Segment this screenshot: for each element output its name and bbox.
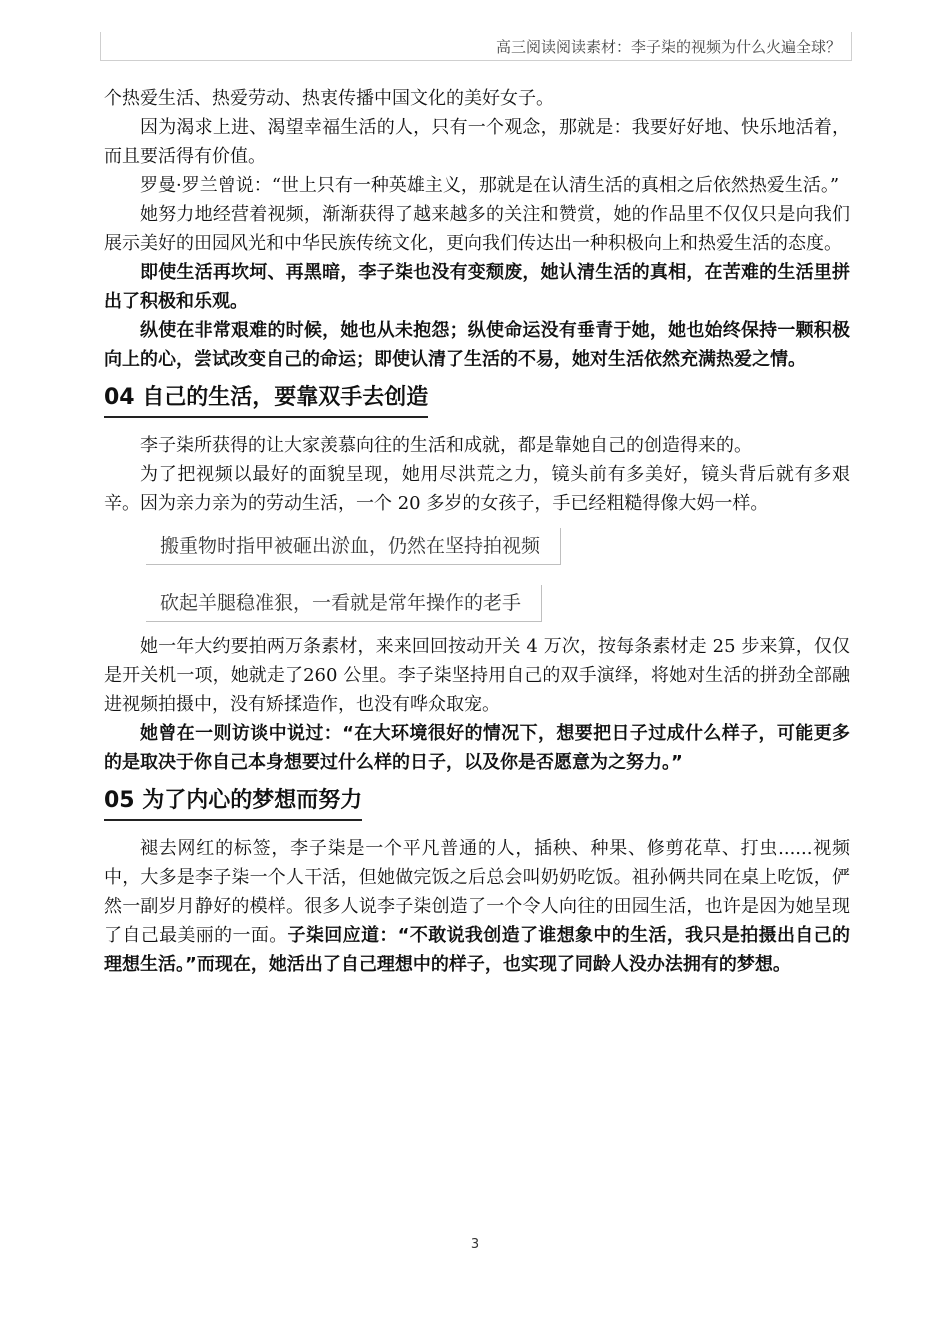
- section-heading-04: 04 自己的生活，要靠双手去创造: [104, 383, 428, 418]
- image-caption-row: [104, 518, 850, 575]
- paragraph: 因为渴求上进、渴望幸福生活的人，只有一个观念，那就是：我要好好地、快乐地活着，而且要活得有价值。: [104, 117, 850, 167]
- bold-paragraph: 即使生活再坎坷、再黑暗，李子柒也没有变颓废，她认清生活的真相，在苦难的生活里拼出了积极和乐观。: [104, 262, 850, 312]
- quote-paragraph: 她曾在一则访谈中说过：“在大环境很好的情况下，想要把日子过成什么样子，可能更多的是取决于你自己本身想要过什么样的日子，以及你是否愿意为之努力。”: [104, 723, 850, 773]
- image-caption: 搬重物时指甲被砸出淤血，仍然在坚持拍视频: [146, 528, 561, 565]
- paragraph-bold-text: 子柒回应道：“不敢说我创造了谁想象中的生活，我只是拍摄出自己的理想生活。”而现在，她活出了自己理想中的样子，也实现了同龄人没办法拥有的梦想。: [104, 925, 851, 975]
- paragraph: 罗曼·罗兰曾说：“世上只有一种英雄主义，那就是在认清生活的真相之后依然热爱生活。”: [140, 175, 840, 196]
- page-number: 3: [470, 1237, 480, 1252]
- bold-paragraph: 纵使在非常艰难的时候，她也从未抱怨；纵使命运没有垂青于她，她也始终保持一颗积极向上的心，尝试改变自己的命运；即使认清了生活的不易，她对生活依然充满热爱之情。: [104, 320, 850, 370]
- article-body: [104, 84, 850, 979]
- paragraph: 李子柒所获得的让大家羡慕向往的生活和成就，都是靠她自己的创造得来的。: [140, 435, 752, 456]
- section-heading-05: 05 为了内心的梦想而努力: [104, 786, 362, 821]
- image-caption-row: [104, 575, 850, 632]
- header-title: 高三阅读阅读素材：李子柒的视频为什么火遍全球？: [495, 38, 841, 56]
- page-header: [100, 32, 852, 61]
- paragraph: 她一年大约要拍两万条素材，来来回回按动开关 4 万次，按每条素材走 25 步来算，仅仅是开关机一项，她就走了260 公里。李子柒坚持用自己的双手演绎，将她对生活的拼劲全部融进视频拍摄中，没有矫揉造作，也没有哗众取宠。: [104, 636, 850, 715]
- paragraph: 她努力地经营着视频，渐渐获得了越来越多的关注和赞赏，她的作品里不仅仅只是向我们展示美好的田园风光和中华民族传统文化，更向我们传达出一种积极向上和热爱生活的态度。: [104, 204, 850, 254]
- image-caption: 砍起羊腿稳准狠，一看就是常年操作的老手: [146, 585, 542, 622]
- paragraph: 为了把视频以最好的面貌呈现，她用尽洪荒之力，镜头前有多美好，镜头背后就有多艰辛。因为亲力亲为的劳动生活，一个 20 多岁的女孩子，手已经粗糙得像大妈一样。: [104, 464, 850, 514]
- paragraph-regular-text: 褪去网红的标签，李子柒是一个平凡普通的人，插秧、种果、修剪花草、打虫......视频中，大多是李子柒一个人干活，但她做完饭之后总会叫奶奶吃饭。祖孙俩共同在桌上吃饭，俨然一副岁月静好的模样。很多人说李子柒创造了一个令人向往的田园生活，也许是因为她呈现了自己最美丽的一面。: [104, 838, 850, 946]
- paragraph: 个热爱生活、热爱劳动、热衷传播中国文化的美好女子。: [104, 88, 554, 109]
- paragraph: [104, 834, 850, 979]
